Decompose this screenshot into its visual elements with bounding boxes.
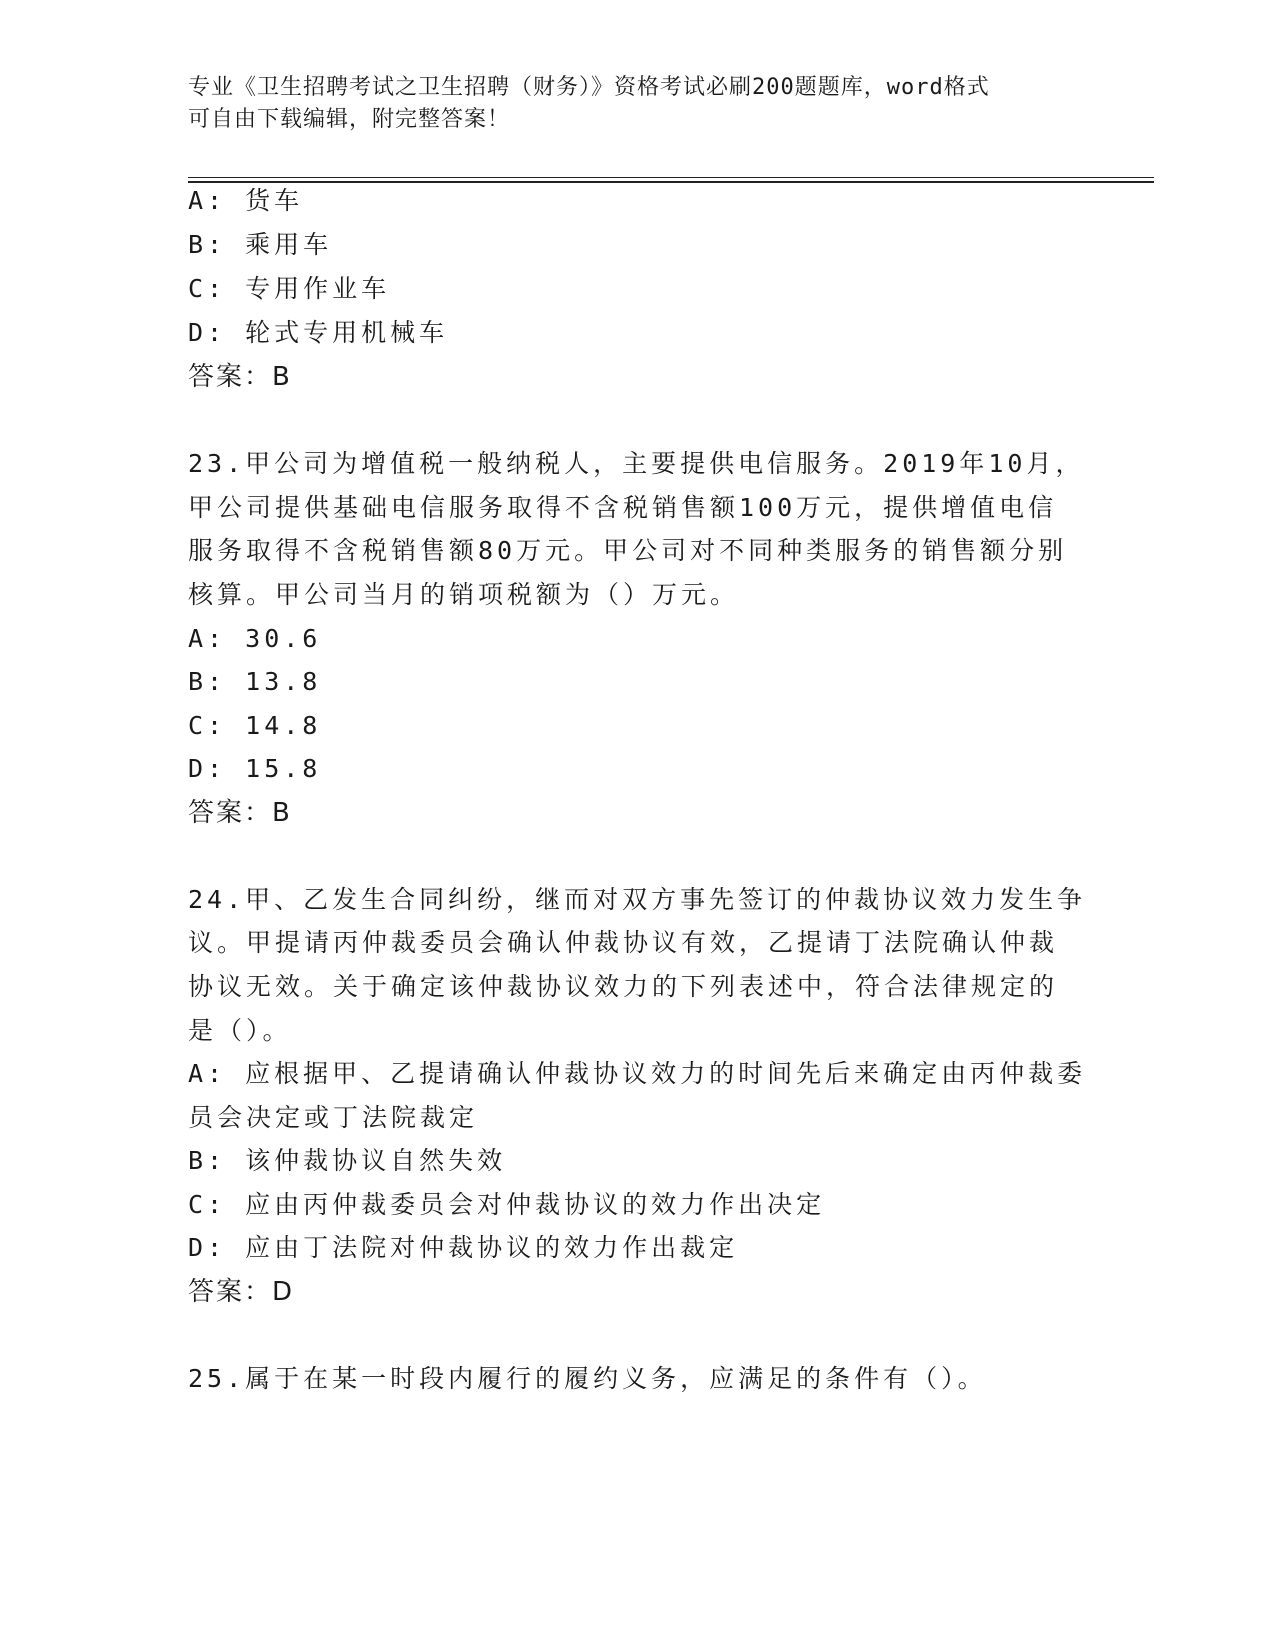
q23-option-d: D: 15.8 xyxy=(188,754,322,783)
q23-option-b: B: 13.8 xyxy=(188,667,322,696)
q23-option-c: C: 14.8 xyxy=(188,711,322,740)
q23-answer: 答案：B xyxy=(188,798,292,828)
header-title-line-1: 专业《卫生招聘考试之卫生招聘（财务）》资格考试必刷200题题库，word格式 xyxy=(188,75,990,100)
q24-answer: 答案：D xyxy=(188,1277,295,1307)
q22-option-d: D: 轮式专用机械车 xyxy=(188,318,449,347)
q23-stem-line-1: 23.甲公司为增值税一般纳税人，主要提供电信服务。2019年10月， xyxy=(188,449,1085,478)
header-divider xyxy=(188,177,1154,183)
q24-option-a-line-2: 员会决定或丁法院裁定 xyxy=(188,1103,479,1132)
q24-stem-line-1: 24.甲、乙发生合同纠纷，继而对双方事先签订的仲裁协议效力发生争 xyxy=(188,885,1087,914)
q22-option-a: A: 货车 xyxy=(188,186,304,215)
q22-option-b: B: 乘用车 xyxy=(188,230,333,259)
q23-stem-line-2: 甲公司提供基础电信服务取得不含税销售额100万元，提供增值电信 xyxy=(188,493,1058,522)
q23-option-a: A: 30.6 xyxy=(188,624,322,653)
q24-option-d: D: 应由丁法院对仲裁协议的效力作出裁定 xyxy=(188,1233,739,1262)
document-header xyxy=(188,72,1088,136)
q24-stem-line-2: 议。甲提请丙仲裁委员会确认仲裁协议有效，乙提请丁法院确认仲裁 xyxy=(188,928,1059,957)
header-title-line-2: 可自由下载编辑，附完整答案！ xyxy=(188,107,511,132)
q22-answer: 答案：B xyxy=(188,362,292,392)
q23-stem-line-4: 核算。甲公司当月的销项税额为（）万元。 xyxy=(188,580,740,609)
q25-stem-line-1: 25.属于在某一时段内履行的履约义务，应满足的条件有（）。 xyxy=(188,1364,987,1393)
q24-option-c: C: 应由丙仲裁委员会对仲裁协议的效力作出决定 xyxy=(188,1190,826,1219)
q24-stem-line-4: 是（）。 xyxy=(188,1016,292,1045)
q24-option-b: B: 该仲裁协议自然失效 xyxy=(188,1146,507,1175)
q23-stem-line-3: 服务取得不含税销售额80万元。甲公司对不同种类服务的销售额分别 xyxy=(188,536,1068,565)
q24-stem-line-3: 协议无效。关于确定该仲裁协议效力的下列表述中，符合法律规定的 xyxy=(188,972,1059,1001)
q24-option-a-line-1: A: 应根据甲、乙提请确认仲裁协议效力的时间先后来确定由丙仲裁委 xyxy=(188,1059,1087,1088)
q22-option-c: C: 专用作业车 xyxy=(188,274,391,303)
